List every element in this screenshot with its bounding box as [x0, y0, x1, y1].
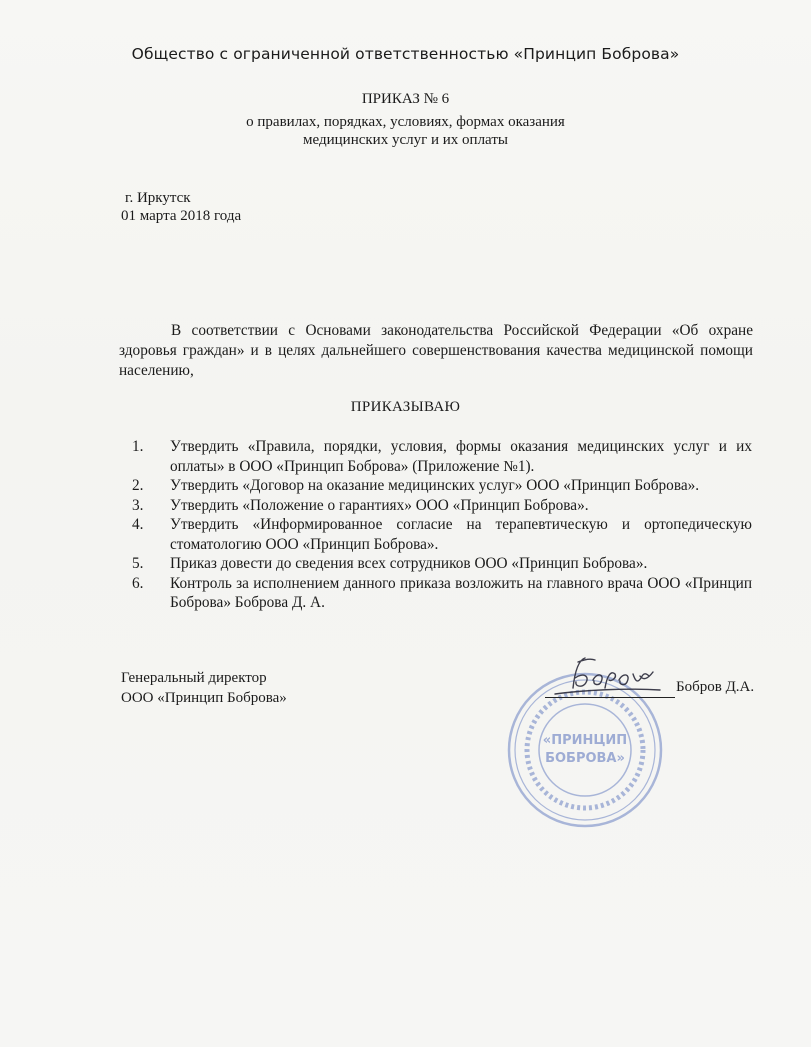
item-number: 5.	[132, 555, 144, 572]
decree-word: ПРИКАЗЫВАЮ	[350, 399, 461, 415]
item-number: 1.	[132, 438, 144, 455]
order-subject	[0, 113, 811, 149]
item-text: Утвердить «Положение о гарантиях» ООО «Принцип Боброва».	[170, 496, 589, 514]
signatory-position-line-1: Генеральный директор	[121, 670, 267, 686]
handwritten-signature	[545, 650, 665, 700]
seal-text-line-1: «ПРИНЦИП	[542, 733, 628, 748]
order-subject-line-2: медицинских услуг и их оплаты	[303, 132, 508, 148]
item-number: 4.	[132, 516, 144, 533]
signatory-name: Бобров Д.А.	[676, 679, 755, 695]
item-text: Контроль за исполнением данного приказа возложить на главного врача ООО «Принцип Боброва» Боброва Д. А.	[170, 574, 752, 611]
item-text: Приказ довести до сведения всех сотрудников ООО «Принцип Боброва».	[170, 555, 648, 572]
list-item	[132, 515, 752, 554]
item-number: 6.	[132, 574, 144, 592]
item-number: 3.	[132, 496, 144, 514]
signatory-position-line-2: ООО «Принцип Боброва»	[121, 690, 287, 706]
order-items-list	[132, 437, 752, 613]
organization-name: Общество с ограниченной ответственностью «Принцип Боброва»	[131, 45, 680, 63]
item-text: Утвердить «Правила, порядки, условия, формы оказания медицинских услуг и их оплаты» в ООО «Принцип Боброва» (Приложение №1).	[170, 438, 752, 475]
seal-text-line-2: БОБРОВА»	[545, 751, 625, 766]
item-number: 2.	[132, 477, 144, 494]
list-item	[132, 437, 752, 476]
item-text: Утвердить «Информированное согласие на терапевтическую и ортопедическую стоматологию ООО «Принцип Боброва».	[170, 516, 752, 553]
list-item	[132, 476, 752, 496]
preamble-paragraph: В соответствии с Основами законодательства Российской Федерации «Об охране здоровья граждан» и в целях дальнейшего совершенствования качества медицинской помощи населению,	[119, 322, 753, 379]
city: г. Иркутск	[125, 190, 191, 206]
item-text: Утвердить «Договор на оказание медицинских услуг» ООО «Принцип Боброва».	[170, 477, 700, 494]
order-date: 01 марта 2018 года	[121, 208, 242, 224]
list-item	[132, 554, 752, 574]
list-item	[132, 496, 752, 516]
list-item	[132, 574, 752, 613]
signatory-position	[121, 668, 287, 708]
order-subject-line-1: о правилах, порядках, условиях, формах оказания	[246, 114, 565, 130]
order-title: ПРИКАЗ № 6	[361, 91, 450, 107]
